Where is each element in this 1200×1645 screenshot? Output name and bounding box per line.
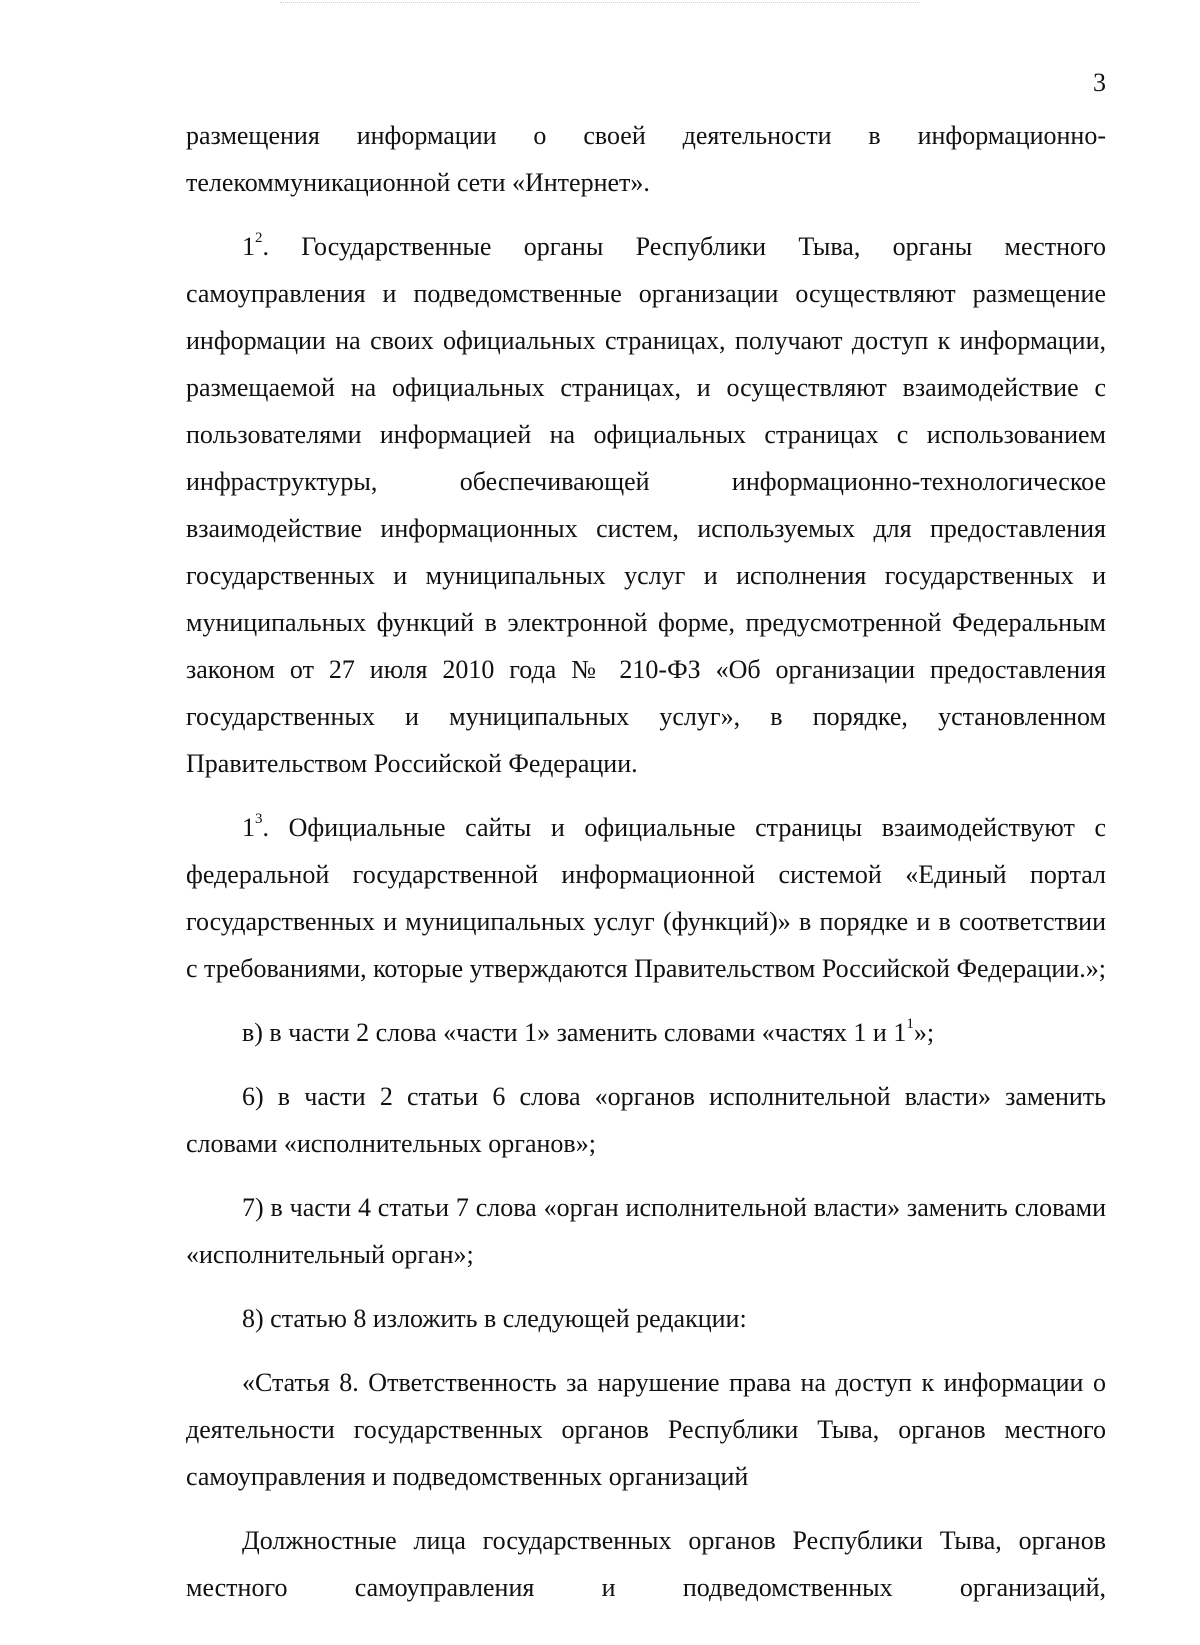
- paragraph-clause-1-3: [186, 804, 1106, 992]
- clause-number: 1: [242, 813, 255, 842]
- paragraph-continuation: [186, 112, 1106, 206]
- paragraph-item-7: [186, 1184, 1106, 1278]
- paragraph-item-6: [186, 1073, 1106, 1167]
- clause-superscript: 1: [906, 1016, 914, 1032]
- paragraph-officials: [186, 1517, 1106, 1611]
- paragraph-text-end: »;: [913, 1018, 935, 1047]
- paragraph-text: «Статья 8. Ответственность за нарушение права на доступ к информации о деятельности государственных органов Республики Тыва, органов местного самоуправления и подведомственных организаций: [186, 1368, 1106, 1491]
- paragraph-text: размещения информации о своей деятельности в информационно-телекоммуникационной сети «Интернет».: [186, 121, 1106, 197]
- paragraph-item-8: [186, 1295, 1106, 1342]
- clause-number: 1: [242, 232, 255, 261]
- article-8-heading: [186, 1359, 1106, 1500]
- paragraph-text: 8) статью 8 изложить в следующей редакции:: [242, 1304, 747, 1333]
- paragraph-clause-1-2: [186, 223, 1106, 787]
- paragraph-text: в) в части 2 слова «части 1» заменить словами «частях 1 и 1: [242, 1018, 907, 1047]
- paragraph-text: . Государственные органы Республики Тыва, органы местного самоуправления и подведомственные организации осуществляют размещение информации на своих официальных страницах, получают доступ к информации, размещаемой на официальных страницах, и осуществляют взаимодействие с пользователями информацией на официальных страницах с использованием инфраструктуры, обеспечивающей информационно-технологическое взаимодействие информационных систем, используемых для предоставления государственных и муниципальных услуг и исполнения государственных и муниципальных функций в электронной форме, предусмотренной Федеральным законом от 27 июля 2010 года № 210-ФЗ «Об организации предоставления государственных и муниципальных услуг», в порядке, установленном Правительством Российской Федерации.: [186, 232, 1106, 778]
- paragraph-item-v: [186, 1009, 1106, 1056]
- document-body: [186, 112, 1106, 1615]
- scan-edge-mark: [280, 2, 920, 3]
- page-number: 3: [1093, 68, 1106, 97]
- clause-superscript: 2: [255, 230, 263, 246]
- paragraph-text: . Официальные сайты и официальные страницы взаимодействуют с федеральной государственной информационной системой «Единый портал государственных и муниципальных услуг (функций)» в порядке и в соответствии с требованиями, которые утверждаются Правительством Российской Федерации.»;: [186, 813, 1106, 983]
- paragraph-text: 7) в части 4 статьи 7 слова «орган исполнительной власти» заменить словами «исполнительный орган»;: [186, 1193, 1106, 1269]
- clause-superscript: 3: [255, 811, 263, 827]
- paragraph-text: Должностные лица государственных органов Республики Тыва, органов местного самоуправления и подведомственных организаций,: [186, 1526, 1106, 1602]
- paragraph-text: 6) в части 2 статьи 6 слова «органов исполнительной власти» заменить словами «исполнительных органов»;: [186, 1082, 1106, 1158]
